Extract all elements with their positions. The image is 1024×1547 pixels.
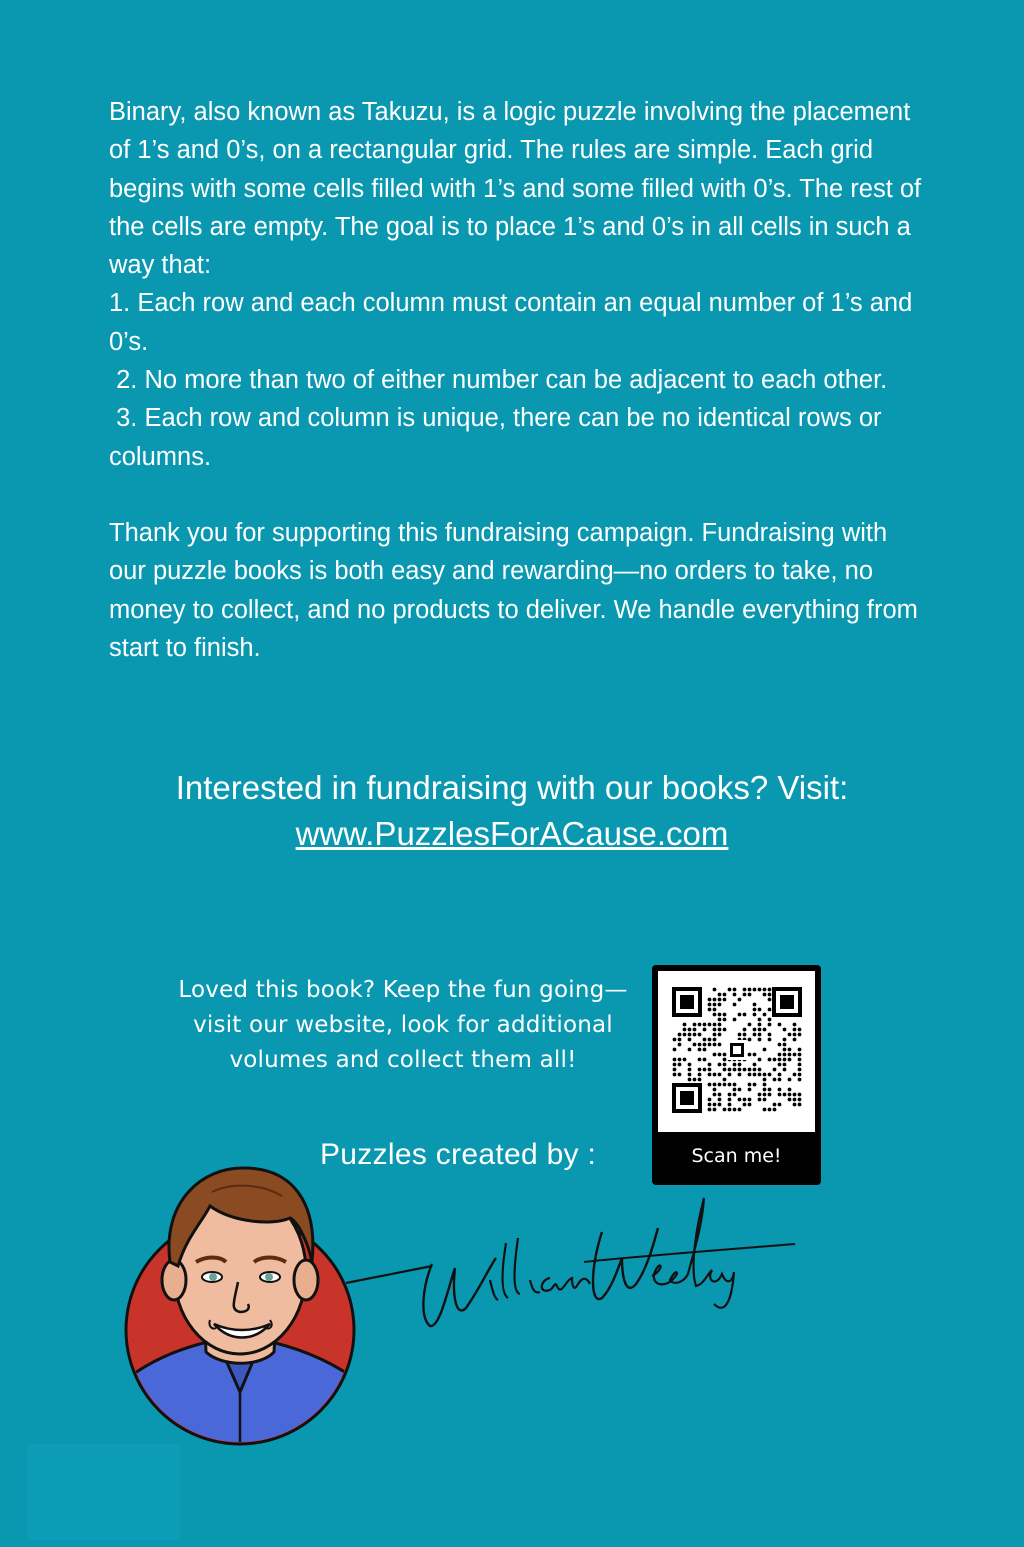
intro-paragraph: Binary, also known as Takuzu, is a logic puzzle involving the placement of 1’s and 0’s, on a rectangular grid. The rules are simple. Each grid begins with some cells filled with 1’s and some filled with 0’s. The rest of the cells are empty. The goal is to place 1’s and 0’s in all cells in such a way that:	[109, 98, 929, 280]
spacer	[109, 476, 924, 514]
signature	[340, 1188, 800, 1338]
corner-panel	[27, 1444, 180, 1540]
qr-code[interactable]	[658, 971, 815, 1132]
fundraising-paragraph: Thank you for supporting this fundraising campaign. Fundraising with our puzzle books is both easy and rewarding—no orders to take, no money to collect, and no products to deliver. We handle everything from start to finish.	[109, 518, 925, 662]
cta-line: Interested in fundraising with our books? Visit:	[175, 769, 849, 806]
website-link[interactable]: www.PuzzlesForACause.com	[295, 815, 729, 852]
scan-me-label: Scan me!	[691, 1145, 782, 1167]
credits-label: Puzzles created by :	[320, 1138, 597, 1171]
author-avatar	[122, 1162, 362, 1452]
rule-3: 3. Each row and column is unique, there can be no identical rows or columns.	[109, 404, 889, 471]
rule-2: 2. No more than two of either number can be adjacent to each other.	[109, 366, 888, 395]
qr-card[interactable]	[652, 965, 821, 1185]
rule-1: 1. Each row and each column must contain an equal number of 1’s and 0’s.	[109, 289, 920, 356]
promo-text: Loved this book? Keep the fun going—visit our website, look for additional volumes and collect them all!	[178, 977, 628, 1073]
call-to-action	[0, 765, 1024, 857]
qr-code-icon	[672, 987, 802, 1113]
intro-text	[109, 93, 929, 667]
